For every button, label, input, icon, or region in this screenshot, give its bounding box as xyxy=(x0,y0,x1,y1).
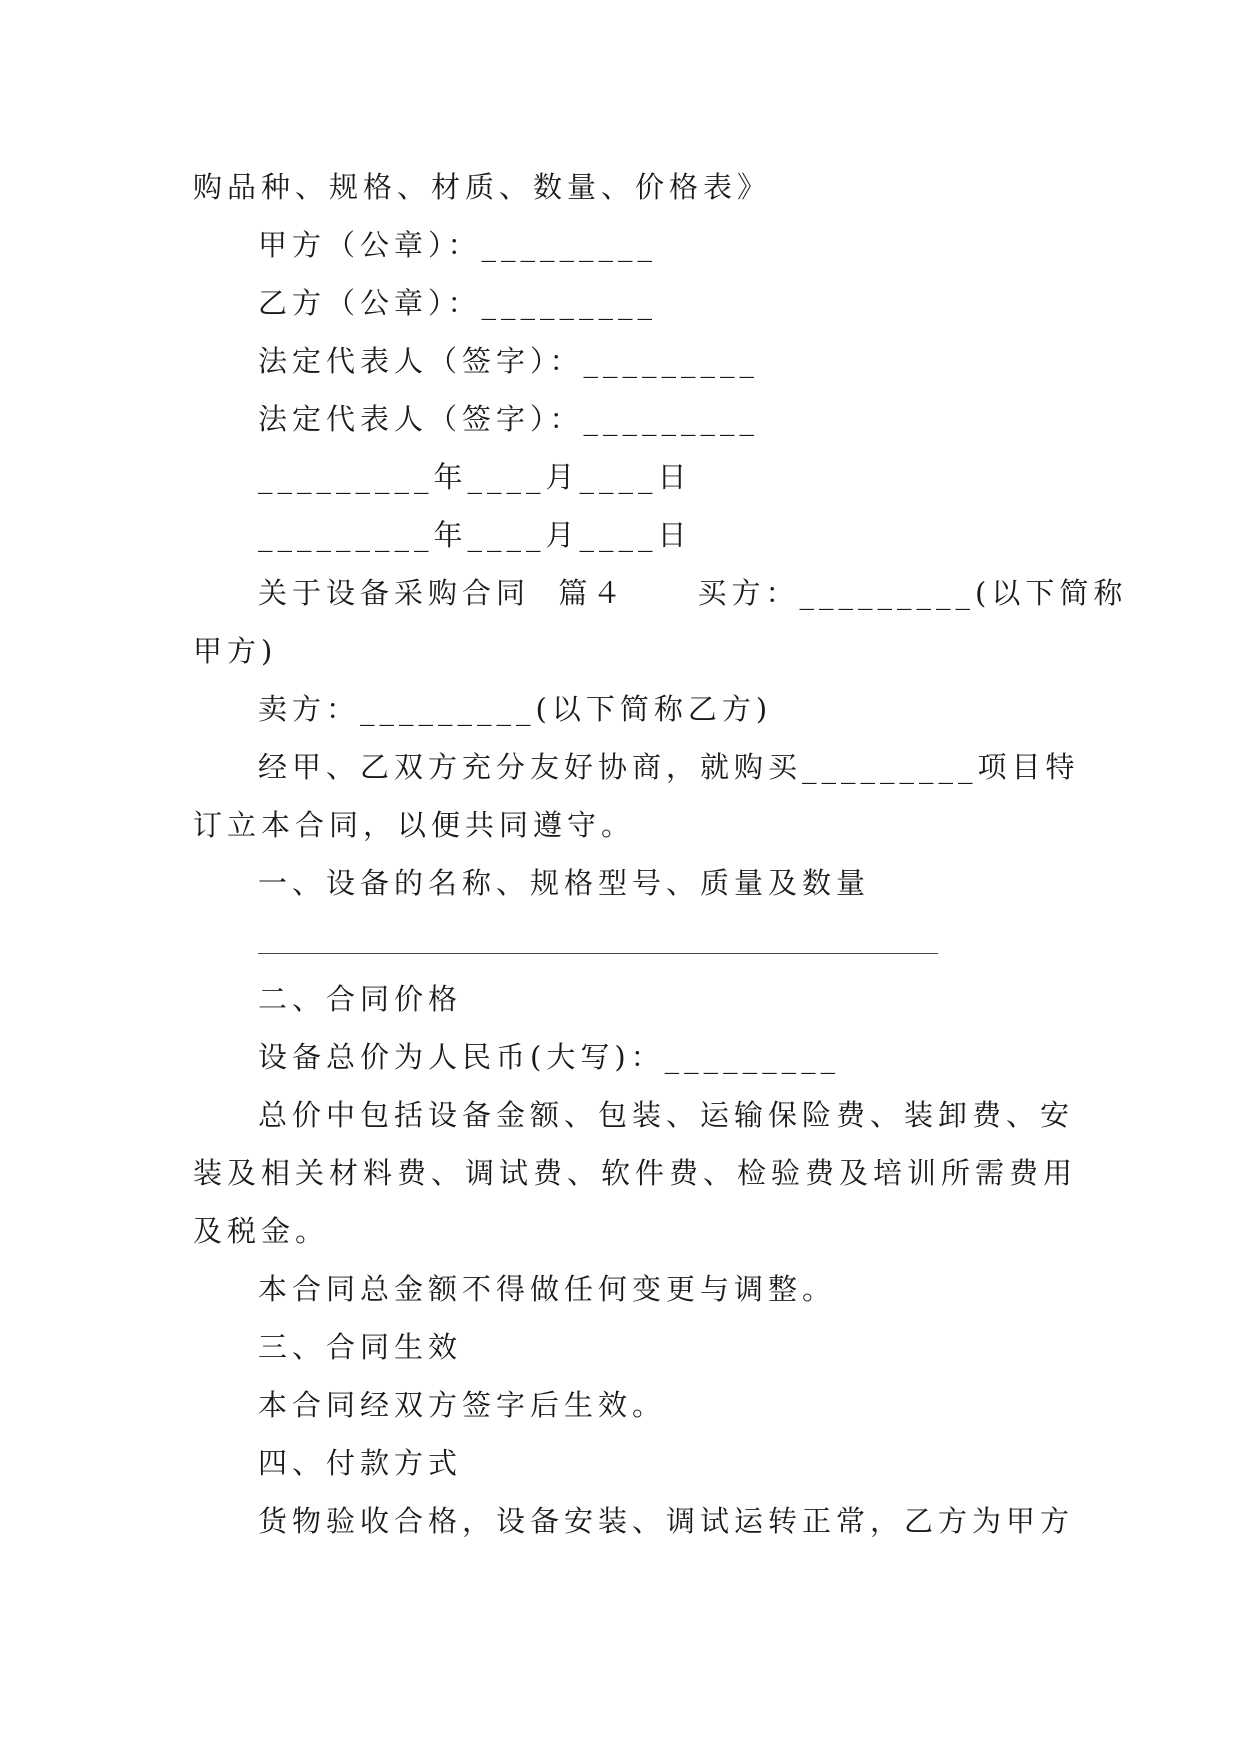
text-line: 总价中包括设备金额、包装、运输保险费、装卸费、安 xyxy=(258,1098,1075,1132)
text-line: 关于设备采购合同 篇４ 买方：_________(以下简称 xyxy=(258,576,1128,610)
text-line: 四、付款方式 xyxy=(258,1446,463,1480)
text-line: 购品种、规格、材质、数量、价格表》 xyxy=(193,170,772,204)
text-line: 订立本合同，以便共同遵守。 xyxy=(193,808,636,842)
text-line: 乙方（公章）：_________ xyxy=(258,286,658,320)
text-line: 法定代表人（签字）：_________ xyxy=(258,344,760,378)
text-line: 甲方（公章）：_________ xyxy=(258,228,658,262)
text-line: _________年____月____日 xyxy=(258,518,692,552)
text-line: 一、设备的名称、规格型号、质量及数量 xyxy=(258,866,871,900)
text-line: _________年____月____日 xyxy=(258,460,692,494)
text-line: 经甲、乙双方充分友好协商，就购买_________项目特 xyxy=(258,750,1080,784)
text-line: 本合同经双方签字后生效。 xyxy=(258,1388,667,1422)
text-line: 本合同总金额不得做任何变更与调整。 xyxy=(258,1272,837,1306)
text-line: 三、合同生效 xyxy=(258,1330,463,1364)
text-line: 装及相关材料费、调试费、软件费、检验费及培训所需费用 xyxy=(193,1156,1078,1190)
text-line: 二、合同价格 xyxy=(258,982,463,1016)
text-line: 及税金。 xyxy=(193,1214,330,1248)
text-line: 设备总价为人民币(大写)：_________ xyxy=(258,1040,841,1074)
text-line: 卖方：_________(以下简称乙方) xyxy=(258,692,773,726)
blank-fill-line xyxy=(258,953,938,954)
text-line: 货物验收合格，设备安装、调试运转正常，乙方为甲方 xyxy=(258,1504,1075,1538)
text-line: 法定代表人（签字）：_________ xyxy=(258,402,760,436)
text-line: 甲方) xyxy=(193,634,278,668)
